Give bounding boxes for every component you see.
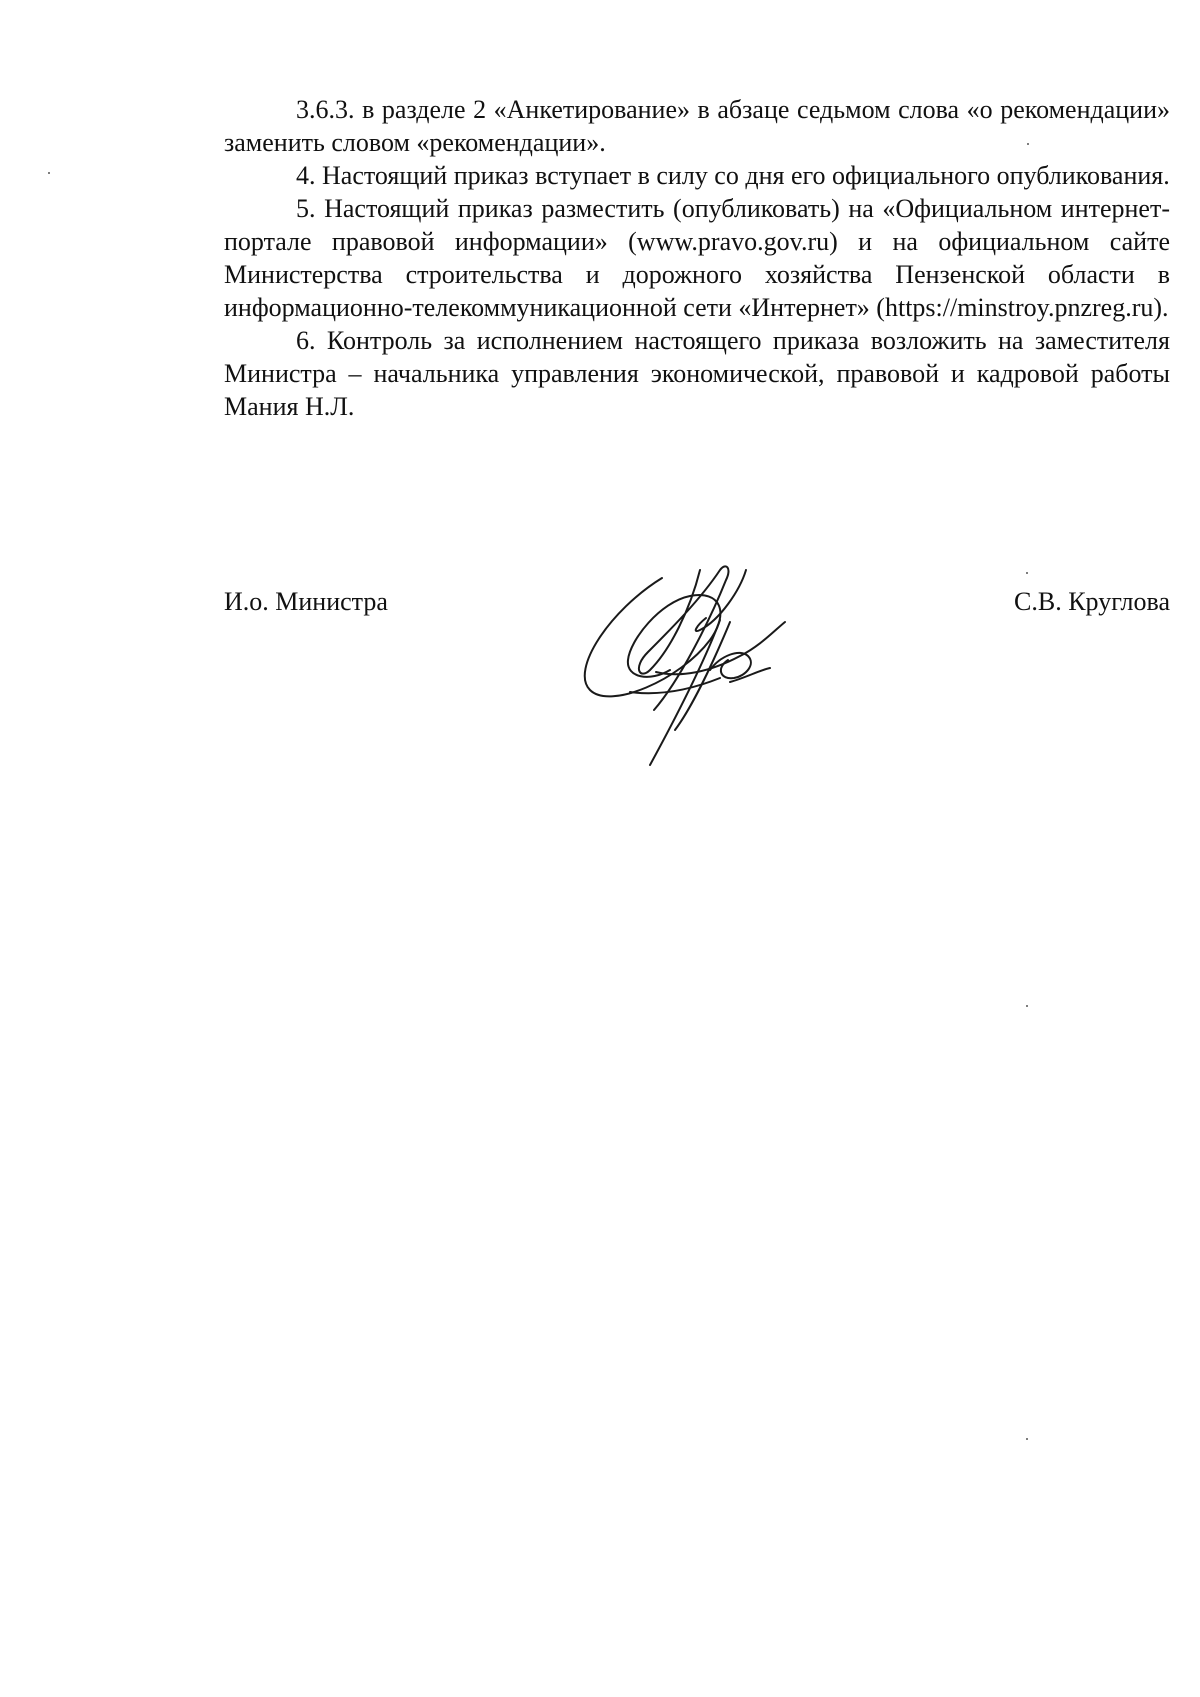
scan-speck [1026,1005,1028,1007]
paragraph-6: 6. Контроль за исполнением настоящего приказа возложить на заместителя Министра – начальника управления экономической, правовой и кадровой работы Мания Н.Л. [224,326,1170,421]
paragraph-5: 5. Настоящий приказ разместить (опубликовать) на «Официальном интернет-портале правовой информации» (www.pravo.gov.ru) и на официальном сайте Министерства строительства и дорожного хозяйства Пензенской области в информационно-телекоммуникационной сети «Интернет» (https://minstroy.pnzreg.ru). [224,194,1170,322]
scan-speck [1026,572,1028,574]
paragraph-3-6-3: 3.6.3. в разделе 2 «Анкетирование» в абзаце седьмом слова «о рекомендации» заменить словом «рекомендации». [224,95,1170,157]
scan-speck [1027,143,1029,145]
handwritten-signature [570,560,810,780]
paragraph-4: 4. Настоящий приказ вступает в силу со дня его официального опубликования. [296,161,1170,190]
scan-speck [48,172,50,174]
scan-speck [1026,1438,1028,1440]
signer-name: С.В. Круглова [1014,587,1170,616]
signer-position-title: И.о. Министра [224,587,388,616]
